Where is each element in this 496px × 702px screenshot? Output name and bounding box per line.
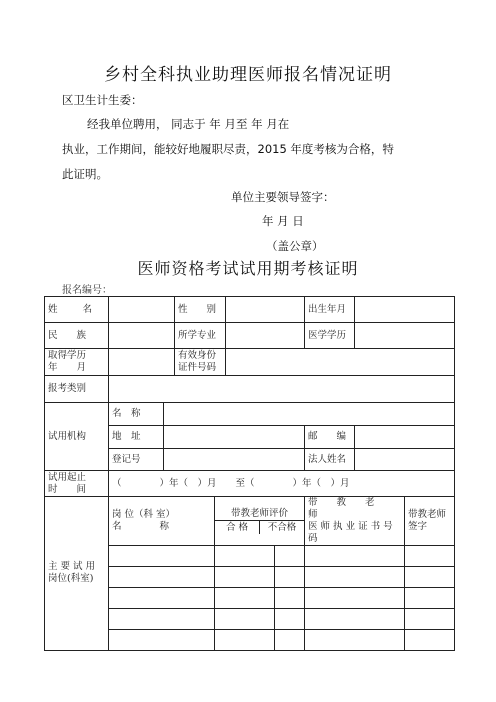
mentor-evaluation-header: 带教老师评价 合 格 不合格 [215, 497, 305, 546]
exam-title: 医师资格考试试用期考核证明 [137, 259, 359, 278]
mentor-license-cell[interactable] [305, 545, 405, 566]
legal-rep-label: 法人姓名 [305, 449, 355, 471]
fail-cell[interactable] [275, 566, 305, 587]
fail-cell[interactable] [275, 629, 305, 650]
post-name-header: 岗 位（科 室） 名 称 [109, 497, 215, 546]
mentor-signature-cell[interactable] [405, 587, 455, 608]
ethnicity-label: 民 族 [45, 323, 109, 349]
org-address-label: 地 址 [109, 426, 164, 449]
leader-signature-label: 单位主要领导签字： [231, 190, 335, 204]
certificate-body-line-1: 经我单位聘用， 同志于 年 月至 年 月在 [87, 117, 290, 131]
pass-cell[interactable] [215, 566, 275, 587]
exam-category-field[interactable] [109, 376, 455, 403]
degree-date-label: 取得学历 年 月 [45, 349, 109, 376]
fail-cell[interactable] [275, 608, 305, 629]
gender-field[interactable] [226, 297, 305, 323]
degree-date-field[interactable] [109, 349, 175, 376]
post-name-cell[interactable] [109, 566, 215, 587]
table-row [45, 297, 455, 323]
serial-number-label: 报名编号： [62, 285, 112, 296]
table-row [45, 403, 455, 426]
mentor-license-cell[interactable] [305, 566, 405, 587]
pass-cell[interactable] [215, 545, 275, 566]
fail-column-header: 不合格 [267, 521, 297, 533]
fail-cell[interactable] [275, 587, 305, 608]
name-label: 姓 名 [45, 297, 109, 323]
postal-code-label: 邮 编 [305, 426, 355, 449]
addressee: 区卫生计生委： [62, 93, 143, 107]
major-field[interactable] [226, 323, 305, 349]
official-seal-label: （盖公章） [266, 239, 324, 253]
post-name-cell[interactable] [109, 608, 215, 629]
registration-no-field[interactable] [164, 449, 305, 471]
birth-field[interactable] [355, 297, 455, 323]
mentor-license-cell[interactable] [305, 629, 405, 650]
med-education-label: 医学学历 [305, 323, 355, 349]
table-row [45, 323, 455, 349]
med-education-field[interactable] [355, 323, 455, 349]
registration-no-label: 登记号 [109, 449, 164, 471]
main-post-label: 主 要 试 用 岗位(科室) [45, 497, 109, 651]
mentor-license-cell[interactable] [305, 587, 405, 608]
ethnicity-field[interactable] [109, 323, 175, 349]
table-row [45, 349, 455, 376]
post-name-cell[interactable] [109, 545, 215, 566]
org-name-label: 名 称 [109, 403, 164, 426]
gender-label: 性 别 [175, 297, 226, 323]
table-row [45, 471, 455, 497]
pass-column-header: 合 格 [215, 521, 260, 534]
table-row [45, 497, 455, 546]
postal-code-field[interactable] [355, 426, 455, 449]
table-row [45, 376, 455, 403]
legal-rep-field[interactable] [355, 449, 455, 471]
trial-period-field[interactable]: （ ）年（ ）月 至（ ）年（ ）月 [109, 471, 455, 497]
fail-cell[interactable] [275, 545, 305, 566]
mentor-signature-cell[interactable] [405, 629, 455, 650]
id-document-field[interactable] [226, 349, 455, 376]
name-field[interactable] [109, 297, 175, 323]
certificate-body-line-2: 执业，工作期间，能较好地履职尽责，2015 年度考核为合格，特 [62, 142, 394, 156]
mentor-signature-header: 带教老师签字 [405, 497, 455, 546]
mentor-license-cell[interactable] [305, 608, 405, 629]
mentor-signature-cell[interactable] [405, 566, 455, 587]
certificate-title: 乡村全科执业助理医师报名情况证明 [104, 65, 392, 85]
pass-cell[interactable] [215, 587, 275, 608]
post-name-cell[interactable] [109, 629, 215, 650]
trial-period-label: 试用起止 时 间 [45, 471, 109, 497]
org-address-field[interactable] [164, 426, 305, 449]
post-name-cell[interactable] [109, 587, 215, 608]
certificate-date-line: 年 月 日 [262, 214, 304, 228]
pass-cell[interactable] [215, 608, 275, 629]
certificate-body-line-3: 此证明。 [62, 167, 108, 181]
major-label: 所学专业 [175, 323, 226, 349]
birth-label: 出生年月 [305, 297, 355, 323]
org-name-field[interactable] [164, 403, 455, 426]
mentor-signature-cell[interactable] [405, 608, 455, 629]
exam-category-label: 报考类别 [45, 376, 109, 403]
mentor-license-header: 带 教 老 师 医 师 执 业 证 书 号 码 [305, 497, 405, 546]
assessment-form-table [44, 296, 455, 651]
trial-org-label: 试用机构 [45, 403, 109, 471]
mentor-signature-cell[interactable] [405, 545, 455, 566]
pass-cell[interactable] [215, 629, 275, 650]
id-document-label: 有效身份 证件号码 [175, 349, 226, 376]
